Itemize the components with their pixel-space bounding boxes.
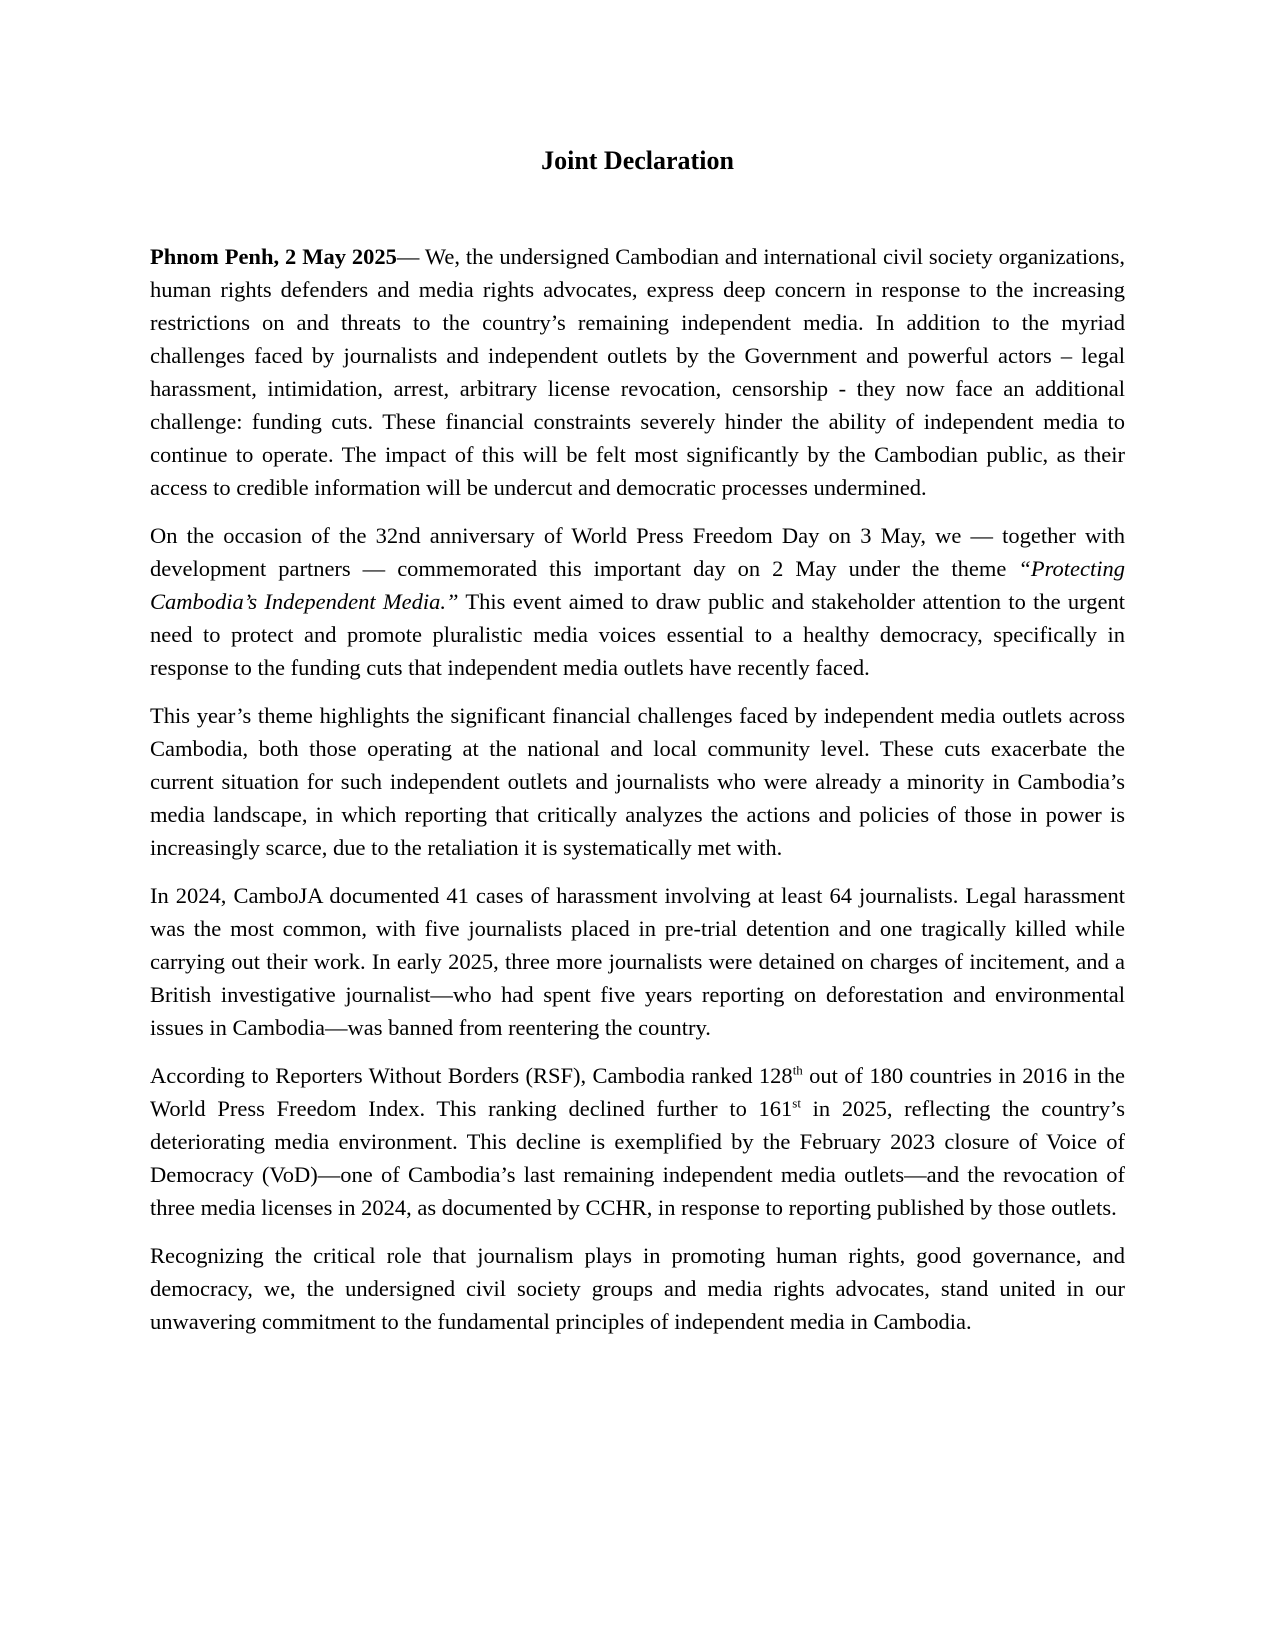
paragraph-theme-highlights: This year’s theme highlights the significant financial challenges faced by independent media outlets across Cambodia, both those operating at the national and local community level. These cuts exacerbate the current situation for such independent outlets and journalists who were already a minority in Cambodia’s media landscape, in which reporting that critically analyzes the actions and policies of those in power is increasingly scarce, due to the retaliation it is systematically met with. xyxy=(150,703,1125,860)
dateline: Phnom Penh, 2 May 2025 xyxy=(150,244,397,269)
paragraph-press-freedom-day-text-2: This event aimed to draw public and stakeholder attention to the urgent need to protect and promote pluralistic media voices essential to a healthy democracy, specifically in response to the funding cuts that independent media outlets have recently faced. xyxy=(150,589,1125,680)
rsf-text-3: in 2025, reflecting the country’s deteriorating media environment. This decline is exemplified by the February 2023 closure of Voice of Democracy (VoD)—one of Cambodia’s last remaining independent media outlets—and the revocation of three media licenses in 2024, as documented by CCHR, in response to reporting published by those outlets. xyxy=(150,1096,1125,1220)
paragraph-rsf-ranking xyxy=(150,1059,1125,1224)
ordinal-suffix-th: th xyxy=(792,1062,803,1078)
event-theme: “Protecting Cambodia’s Independent Media.” xyxy=(150,556,1125,614)
paragraph-intro xyxy=(150,240,1125,504)
paragraph-press-freedom-day-text-1: On the occasion of the 32nd anniversary of World Press Freedom Day on 3 May, we — together with development partners — commemorated this important day on 2 May under the theme xyxy=(150,523,1125,581)
document-body xyxy=(150,240,1125,1353)
ordinal-suffix-st: st xyxy=(792,1095,801,1111)
paragraph-camboja-cases: In 2024, CamboJA documented 41 cases of harassment involving at least 64 journalists. Legal harassment was the most common, with five journalists placed in pre-trial detention and one tragically killed while carrying out their work. In early 2025, three more journalists were detained on charges of incitement, and a British investigative journalist—who had spent five years reporting on deforestation and environmental issues in Cambodia—was banned from reentering the country. xyxy=(150,883,1125,1040)
paragraph-press-freedom-day xyxy=(150,519,1125,684)
rsf-text-2: out of 180 countries in 2016 in the World Press Freedom Index. This ranking declined further to 161 xyxy=(150,1063,1125,1121)
paragraph-commitment: Recognizing the critical role that journalism plays in promoting human rights, good governance, and democracy, we, the undersigned civil society groups and media rights advocates, stand united in our unwavering commitment to the fundamental principles of independent media in Cambodia. xyxy=(150,1243,1125,1334)
paragraph-intro-text: — We, the undersigned Cambodian and international civil society organizations, human rights defenders and media rights advocates, express deep concern in response to the increasing restrictions on and threats to the country’s remaining independent media. In addition to the myriad challenges faced by journalists and independent outlets by the Government and powerful actors – legal harassment, intimidation, arrest, arbitrary license revocation, censorship - they now face an additional challenge: funding cuts. These financial constraints severely hinder the ability of independent media to continue to operate. The impact of this will be felt most significantly by the Cambodian public, as their access to credible information will be undercut and democratic processes undermined. xyxy=(150,244,1125,500)
document-title: Joint Declaration xyxy=(541,146,734,175)
rsf-text-1: According to Reporters Without Borders (RSF), Cambodia ranked 128 xyxy=(150,1063,793,1088)
